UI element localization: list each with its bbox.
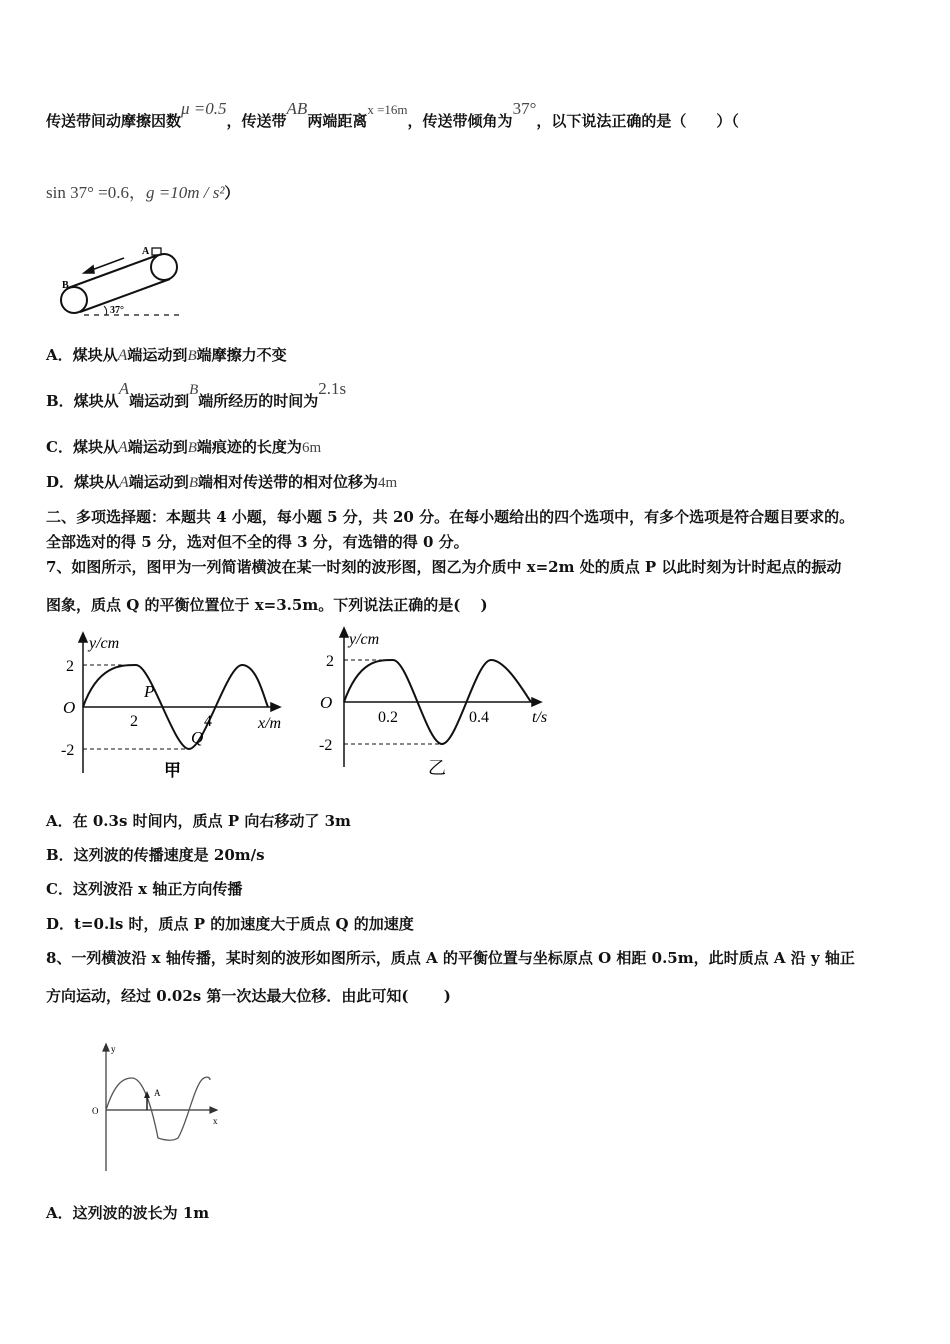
q7-option-b[interactable]: B．这列波的传播速度是 20m/s [46,846,265,864]
origin-label: O [92,1106,99,1116]
vibration-graph-yi [312,622,562,782]
option-text: 端运动到 [127,438,188,456]
close-paren: ） [224,184,240,202]
stem-text: ，传送带倾角为 [407,112,513,130]
q6-stem [46,99,739,131]
length-value: 6m [301,440,322,456]
var-b: B [188,475,198,491]
axes [79,633,280,773]
var-b: B [189,382,199,398]
q6-option-c[interactable] [46,436,321,457]
q7-option-d[interactable]: D．t=0.ls 时，质点 P 的加速度大于质点 Q 的加速度 [46,915,414,933]
point-q-label: Q [191,728,204,747]
q7-stem-line2: 图象，质点 Q 的平衡位置位于 x=3.5m。下列说法正确的是( ) [46,596,488,614]
var-a: A [117,347,128,364]
q8-stem-line2: 方向运动，经过 0.02s 第一次达最大位移．由此可知( ) [46,987,451,1005]
q6-option-a[interactable] [46,344,287,365]
y-tick-neg2: -2 [61,742,75,759]
stem-text: 两端距离 [307,112,368,130]
var-a: A [118,379,130,398]
stem-text: ，传送带 [226,112,287,130]
x-label: x [213,1116,218,1126]
axes [103,1044,217,1171]
var-a: A [119,474,129,491]
t-label: t/s [532,709,548,726]
stem-text: 传送带间动摩擦因数 [46,112,182,130]
y-arrow [79,633,87,642]
q7-option-c[interactable]: C．这列波沿 x 轴正方向传播 [46,880,243,898]
mu-formula: μ =0.5 [181,99,227,118]
option-text: 端运动到 [128,473,189,491]
label-b: B [62,280,69,291]
angle-formula: 37° [512,99,537,118]
q7-option-a[interactable]: A．在 0.3s 时间内，质点 P 向右移动了 3m [46,812,351,830]
t-tick-0.2: 0.2 [378,709,398,726]
q8-wave-figure [84,1038,229,1178]
origin-label: O [63,698,76,717]
option-text: 端运动到 [127,346,188,364]
option-text: 端痕迹的长度为 [196,438,302,456]
option-text: B．煤块从 [46,392,119,410]
displacement-value: 4m [378,475,398,491]
q6-option-b[interactable] [46,379,347,411]
origin-label: O [320,693,333,712]
caption-jia: 甲 [164,761,181,781]
point-a-label: A [154,1088,161,1098]
q6-given [46,178,239,203]
axes [340,628,541,767]
option-text: C．煤块从 [46,438,118,456]
option-text: D．煤块从 [46,473,120,491]
sin-formula: sin 37° =0.6， [46,183,146,202]
y-tick-2: 2 [326,653,334,670]
label-a: A [142,246,150,257]
y-arrow [340,628,348,637]
q8-option-a[interactable]: A．这列波的波长为 1m [46,1204,210,1222]
option-text: 端运动到 [129,392,190,410]
option-text: 端所经历的时间为 [198,392,319,410]
x-tick-4: 4 [204,713,212,730]
y-label: y/cm [89,635,120,652]
x-tick-2: 2 [130,713,138,730]
point-p-label: P [144,682,155,701]
caption-yi: 乙 [428,758,446,779]
x-arrow [271,703,280,711]
q8-stem-line1: 8、一列横波沿 x 轴传播，某时刻的波形如图所示，质点 A 的平衡位置与坐标原点 O 相距 0.5m，此时质点 A 沿 y 轴正 [46,949,855,967]
option-text: 端相对传送带的相对位移为 [197,473,378,491]
x-arrow [210,1107,217,1113]
var-a: A [117,439,128,456]
x-arrow [532,698,541,706]
g-formula: g =10m / s² [145,183,225,202]
wave-graph-jia [58,628,298,783]
x-label: x/m [258,715,282,732]
option-text: A．煤块从 [46,346,118,364]
stem-text: ，以下说法正确的是（ ）（ [536,112,739,130]
angle-arc [104,306,107,315]
y-label: y/cm [349,631,380,648]
conveyor-figure [54,240,194,325]
y-tick-2: 2 [66,658,74,675]
q6-option-d[interactable] [46,471,397,492]
var-b: B [187,440,197,456]
option-text: 端摩擦力不变 [196,346,287,364]
y-arrow [103,1044,109,1051]
distance-formula: x =16m [367,102,408,117]
angle-label: 37° [110,305,124,316]
q7-stem-line1: 7、如图所示，图甲为一列简谐横波在某一时刻的波形图，图乙为介质中 x=2m 处的质点 P 以此时刻为计时起点的振动 [46,558,842,576]
wave-curve [106,1077,210,1140]
t-tick-0.4: 0.4 [469,709,489,726]
y-label: y [111,1044,116,1054]
section2-line2: 全部选对的得 5 分，选对但不全的得 3 分，有选错的得 0 分。 [46,533,469,551]
direction-arrow [84,258,124,273]
ab-formula: AB [286,99,308,118]
time-value: 2.1s [318,379,347,398]
section2-line1: 二、多项选择题：本题共 4 小题，每小题 5 分，共 20 分。在每小题给出的四个选项中，有多个选项是符合题目要求的。 [46,508,855,526]
var-b: B [187,348,197,364]
y-tick-neg2: -2 [319,737,333,754]
